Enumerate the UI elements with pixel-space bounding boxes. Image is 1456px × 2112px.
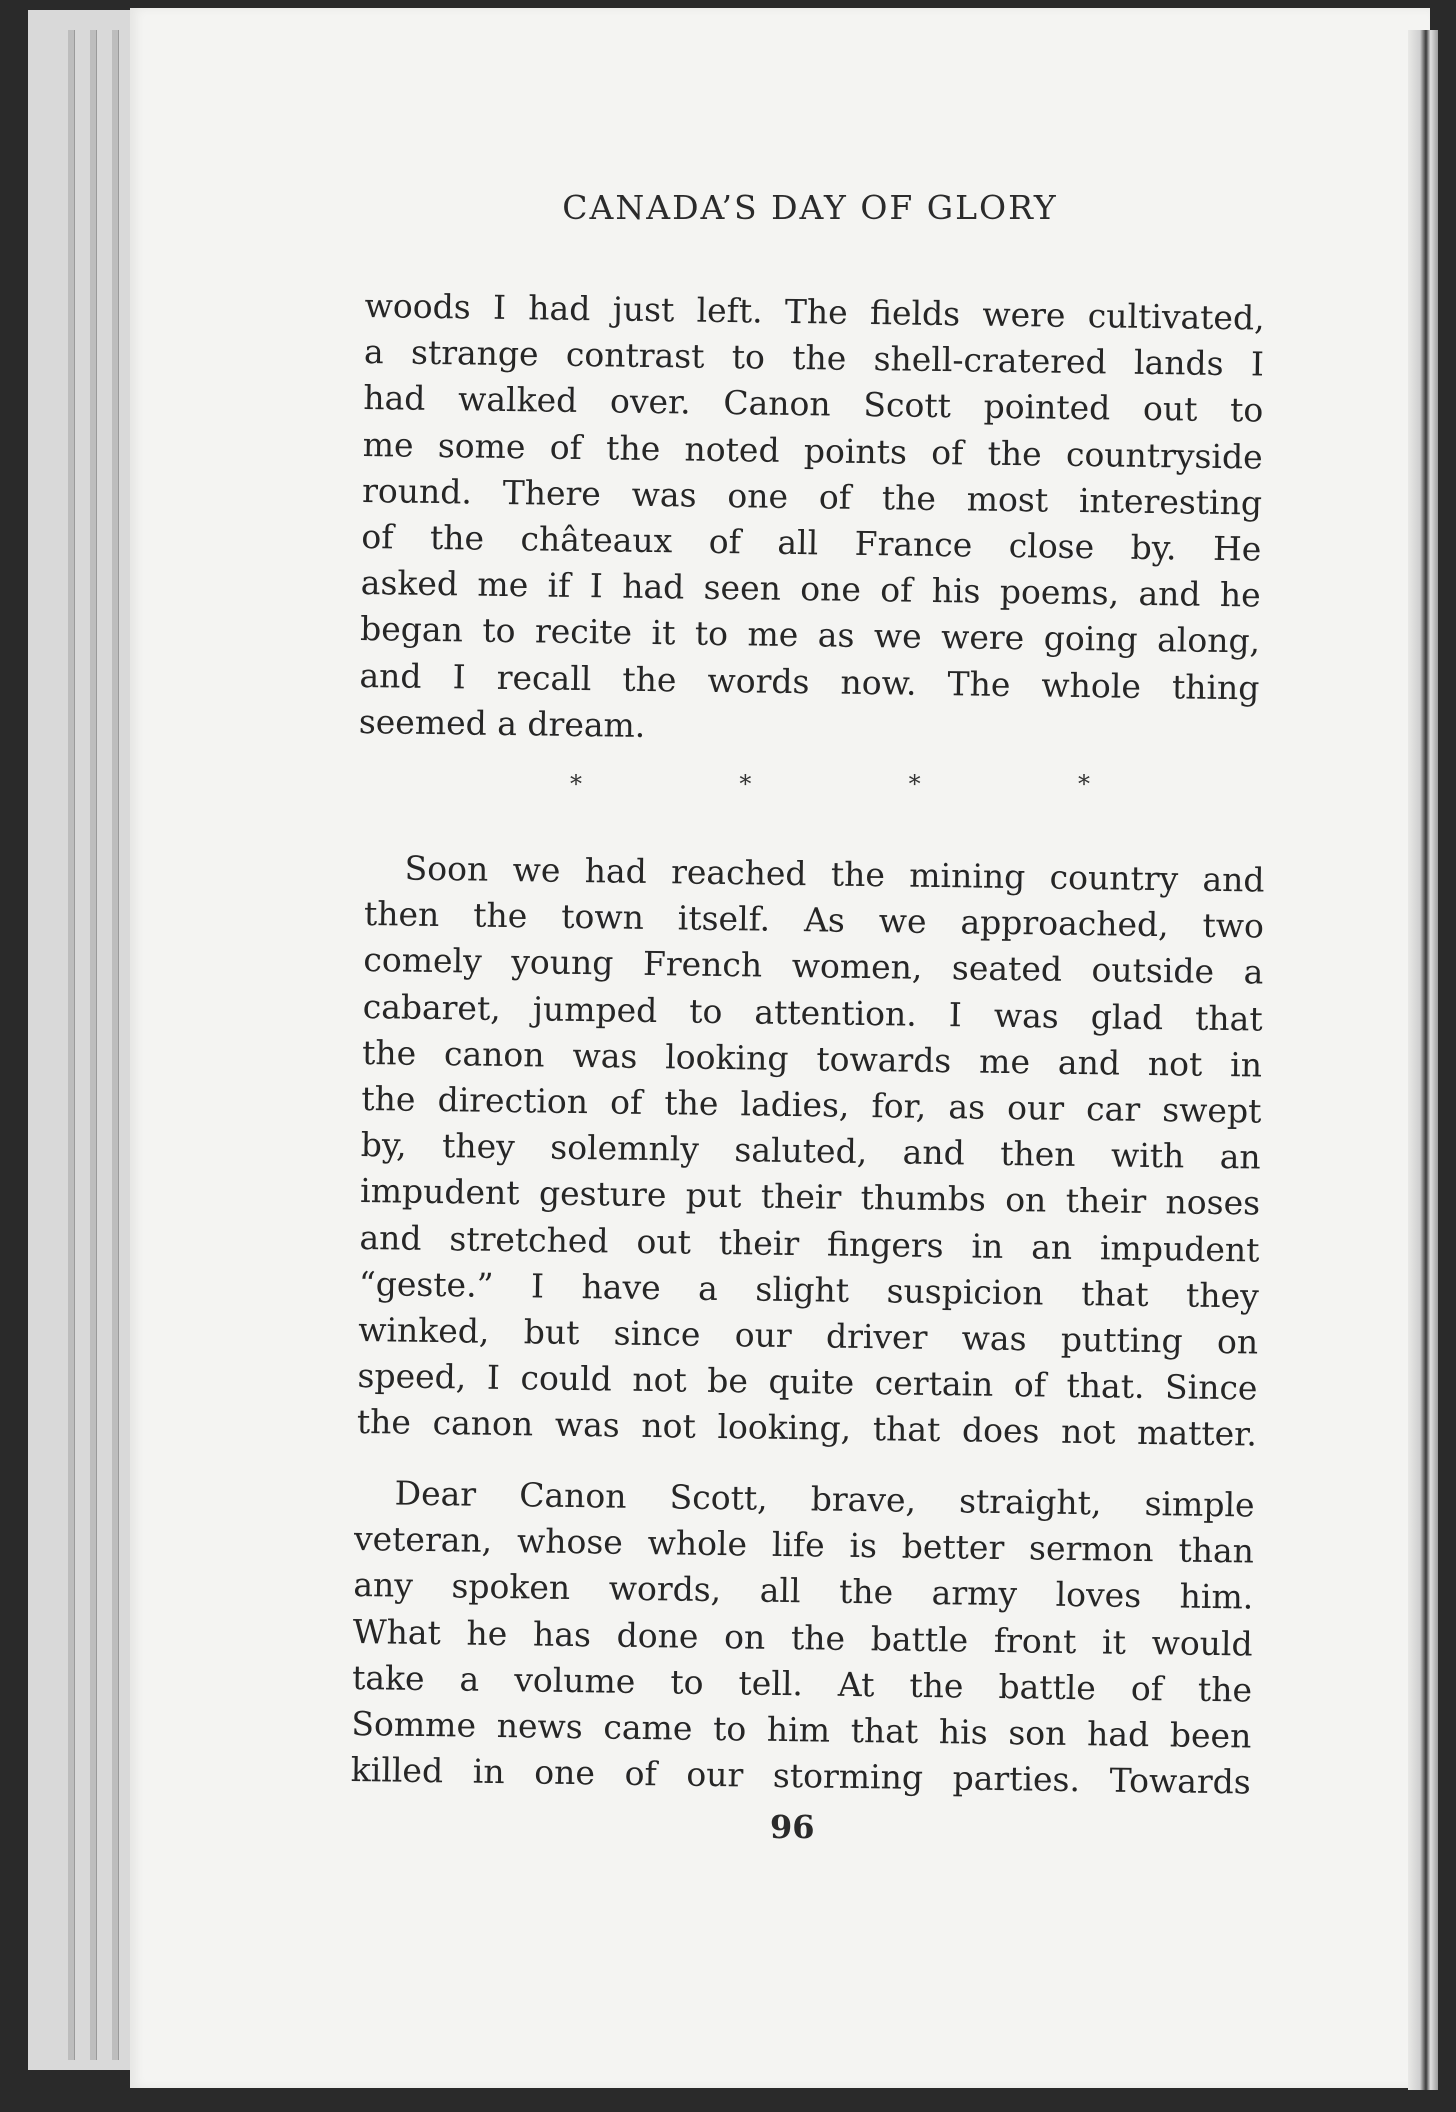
text-line: speed, I could not be quite certain of that. Since — [357, 1356, 1258, 1408]
stack-edge — [90, 30, 97, 2060]
text-line: a strange contrast to the shell-cratered lands I — [363, 332, 1265, 384]
text-line: winked, but since our driver was putting on — [357, 1309, 1259, 1362]
paragraph-1 — [359, 283, 1265, 758]
text-line: the canon was looking towards me and not in — [361, 1032, 1263, 1085]
text-line: round. There was one of the most interesting — [361, 470, 1263, 523]
text-line: “geste.” I have a slight suspicion that they — [358, 1263, 1260, 1316]
text-line: killed in one of our storming parties. Towards — [350, 1750, 1251, 1802]
text-line: had walked over. Canon Scott pointed out to — [363, 378, 1264, 430]
text-line: woods I had just left. The fields were cultivated, — [364, 285, 1265, 338]
text-line: any spoken words, all the army loves him. — [353, 1565, 1254, 1617]
text-line: asked me if I had seen one of his poems, and he — [360, 563, 1261, 615]
asterisk: * — [570, 770, 582, 798]
stack-edge — [68, 30, 75, 2060]
text-line: impudent gesture put their thumbs on their noses — [359, 1171, 1261, 1223]
paragraph-3 — [350, 1470, 1254, 1806]
text-line: comely young French women, seated outside a — [363, 940, 1264, 992]
text-line: cabaret, jumped to attention. I was glad that — [362, 986, 1263, 1039]
text-line: then the town itself. As we approached, two — [363, 894, 1265, 946]
section-break — [570, 770, 1090, 798]
text-line: and stretched out their fingers in an impudent — [359, 1217, 1260, 1270]
text-line: began to recite it to me as we were going along, — [359, 609, 1261, 661]
page-edge — [1408, 30, 1438, 2090]
asterisk: * — [739, 770, 752, 798]
text-line: veteran, whose whole life is better sermon than — [353, 1519, 1255, 1571]
text-line: seemed a dream. — [358, 701, 646, 745]
text-line: take a volume to tell. At the battle of the — [351, 1657, 1253, 1710]
text-line: Somme news came to him that his son had been — [351, 1703, 1252, 1756]
text-line: the canon was not looking, that does not matter. — [356, 1402, 1258, 1454]
running-head: CANADA’S DAY OF GLORY — [562, 188, 1058, 227]
paragraph-2 — [357, 845, 1265, 1458]
text-line: and I recall the words now. The whole thing — [359, 655, 1260, 708]
text-line: What he has done on the battle front it would — [352, 1611, 1253, 1664]
text-line: me some of the noted points of the countryside — [362, 424, 1263, 477]
text-line: Dear Canon Scott, brave, straight, simple — [394, 1473, 1255, 1525]
text-line: by, they solemnly saluted, and then with an — [360, 1125, 1261, 1177]
text-line: Soon we had reached the mining country and — [404, 848, 1265, 900]
asterisk: * — [908, 770, 921, 798]
stack-edge — [112, 30, 119, 2060]
page-number: 96 — [770, 1808, 815, 1846]
text-line: of the châteaux of all France close by. He — [361, 516, 1262, 569]
asterisk: * — [1077, 770, 1090, 798]
text-line: the direction of the ladies, for, as our car swept — [361, 1078, 1262, 1131]
